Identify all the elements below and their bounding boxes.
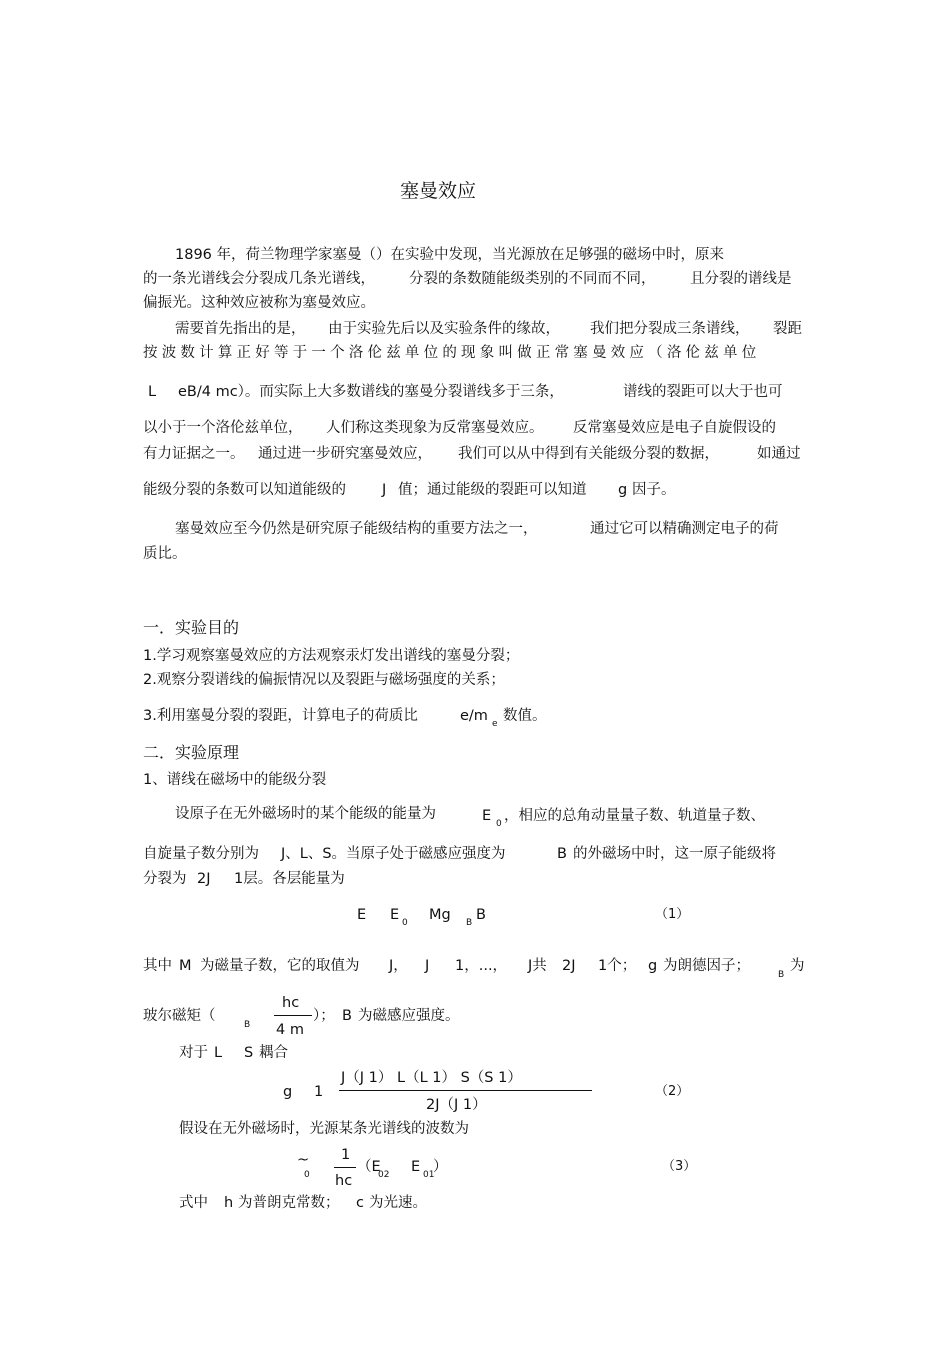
intro-line: 分裂的条数随能级类别的不同而不同， <box>409 271 656 287</box>
intro-line: 按 波 数 计 算 正 好 等 于 一 个 洛 伦 兹 单 位 的 现 象 叫 做 正 常 塞 曼 效 应 （ 洛 伦 兹 单 位 <box>143 345 756 361</box>
math-subscript: B <box>244 1020 251 1030</box>
intro-line: 因子。 <box>632 482 676 498</box>
intro-line: 我们把分裂成三条谱线， <box>590 321 750 337</box>
body-line: 玻尔磁矩（ <box>143 1008 216 1024</box>
body-line: ，相应的总角动量量子数、轨道量子数、 <box>504 808 765 824</box>
list-item: 1.学习观察塞曼效应的方法观察汞灯发出谱线的塞曼分裂； <box>143 648 520 664</box>
intro-line: 能级分裂的条数可以知道能级的 <box>143 482 346 498</box>
intro-line: 值；通过能级的裂距可以知道 <box>398 482 587 498</box>
equation-term: ） <box>433 1159 448 1175</box>
list-item: 3.利用塞曼分裂的裂距，计算电子的荷质比 <box>143 708 418 724</box>
math-subscript: 02 <box>378 1170 390 1180</box>
math-symbol: 2J <box>562 958 576 974</box>
intro-line: 有力证据之一。 <box>143 446 245 462</box>
body-line: 的外磁场中时，这一原子能级将 <box>573 846 776 862</box>
body-line: 分裂为 <box>143 871 187 887</box>
math-symbol: 1，...， <box>455 958 508 974</box>
math-subscript: B <box>778 970 785 980</box>
body-line: 自旋量子数分别为 <box>143 846 259 862</box>
body-line: 为磁量子数，它的取值为 <box>200 958 360 974</box>
body-line: 为光速。 <box>369 1195 427 1211</box>
equation-term: （E <box>357 1159 381 1175</box>
math-symbol: J共 <box>528 958 547 974</box>
equation-number: （2） <box>655 1084 690 1099</box>
fraction-bar <box>274 1015 312 1016</box>
body-line: J、L、S。当原子处于磁感应强度为 <box>281 846 506 862</box>
equation-term: E <box>390 907 400 923</box>
math-subscript: 01 <box>423 1170 435 1180</box>
intro-line: 通过进一步研究塞曼效应， <box>258 446 432 462</box>
intro-line: 以小于一个洛伦兹单位， <box>143 420 303 436</box>
body-line: 对于 <box>179 1045 208 1061</box>
math-subscript: 0 <box>402 918 408 928</box>
fraction-numerator: 1 <box>341 1147 351 1163</box>
body-line: 为朗德因子； <box>663 958 750 974</box>
fraction-numerator: J（J 1） L（L 1） S（S 1） <box>341 1070 522 1086</box>
math-symbol: 1个； <box>598 958 637 974</box>
math-symbol: h <box>224 1195 234 1211</box>
body-line: ）； <box>313 1008 335 1024</box>
intro-line: 通过它可以精确测定电子的荷 <box>590 521 779 537</box>
equation-term: E <box>357 907 367 923</box>
intro-line: 谱线的裂距可以大于也可 <box>623 384 783 400</box>
math-symbol: J <box>425 958 430 974</box>
fraction-denominator: 4 m <box>276 1022 304 1038</box>
math-symbol: J， <box>389 958 408 974</box>
math-symbol: ~ <box>297 1152 310 1168</box>
fraction-denominator: 2J（J 1） <box>426 1097 487 1113</box>
intro-line: 且分裂的谱线是 <box>690 271 792 287</box>
equation-term: B <box>476 907 486 923</box>
equation-number: （3） <box>662 1159 697 1174</box>
body-line: 耦合 <box>259 1045 288 1061</box>
intro-line: 如通过 <box>757 446 801 462</box>
intro-line: 我们可以从中得到有关能级分裂的数据， <box>458 446 719 462</box>
body-line: 1层。各层能量为 <box>234 871 345 887</box>
list-item: 数值。 <box>503 708 547 724</box>
intro-line: 反常塞曼效应是电子自旋假设的 <box>573 420 776 436</box>
equation-term: g <box>283 1084 293 1100</box>
intro-line: 裂距 <box>773 321 802 337</box>
intro-line: 1896 年，荷兰物理学家塞曼（）在实验中发现，当光源放在足够强的磁场中时，原来 <box>175 247 725 263</box>
math-subscript: B <box>466 918 473 928</box>
equation-number: （1） <box>655 907 690 922</box>
math-symbol: J <box>382 482 387 498</box>
fraction-bar <box>334 1167 356 1168</box>
math-symbol: g <box>648 958 658 974</box>
math-symbol: e/m <box>460 708 488 724</box>
math-symbol: B <box>342 1008 352 1024</box>
math-subscript: 0 <box>304 1170 310 1180</box>
math-symbol: c <box>356 1195 364 1211</box>
page-title: 塞曼效应 <box>400 180 477 202</box>
body-line: 假设在无外磁场时，光源某条光谱线的波数为 <box>179 1121 469 1137</box>
fraction-bar <box>339 1090 592 1091</box>
equation-term: Mg <box>429 907 451 923</box>
section-heading: 二．实验原理 <box>143 743 240 762</box>
math-symbol: S <box>244 1045 254 1061</box>
math-symbol: 2J <box>197 871 211 887</box>
subsection-heading: 1、谱线在磁场中的能级分裂 <box>143 772 327 788</box>
intro-line: eB/4 mc）。而实际上大多数谱线的塞曼分裂谱线多于三条， <box>178 384 564 400</box>
math-subscript: e <box>492 719 498 729</box>
equation-term: 1 <box>314 1084 324 1100</box>
intro-line: 塞曼效应至今仍然是研究原子能级结构的重要方法之一， <box>175 521 538 537</box>
intro-line: 偏振光。这种效应被称为塞曼效应。 <box>143 295 375 311</box>
math-symbol: g <box>618 482 628 498</box>
body-line: 设原子在无外磁场时的某个能级的能量为 <box>175 806 436 822</box>
intro-line: 的一条光谱线会分裂成几条光谱线， <box>143 271 375 287</box>
math-subscript: 0 <box>496 819 502 829</box>
math-symbol: L <box>148 384 157 400</box>
math-symbol: E <box>482 808 492 824</box>
body-line: 为普朗克常数； <box>238 1195 340 1211</box>
body-line: 为 <box>790 958 805 974</box>
section-heading: 一．实验目的 <box>143 618 240 637</box>
fraction-denominator: hc <box>335 1173 353 1189</box>
math-symbol: M <box>179 958 192 974</box>
body-line: 为磁感应强度。 <box>358 1008 460 1024</box>
list-item: 2.观察分裂谱线的偏振情况以及裂距与磁场强度的关系； <box>143 672 505 688</box>
math-symbol: B <box>557 846 567 862</box>
fraction-numerator: hc <box>282 995 300 1011</box>
intro-line: 需要首先指出的是， <box>175 321 306 337</box>
body-line: 式中 <box>179 1195 208 1211</box>
intro-line: 质比。 <box>143 546 187 562</box>
math-symbol: L <box>214 1045 223 1061</box>
intro-line: 人们称这类现象为反常塞曼效应。 <box>326 420 544 436</box>
intro-line: 由于实验先后以及实验条件的缘故， <box>328 321 560 337</box>
equation-term: E <box>411 1159 421 1175</box>
body-line: 其中 <box>143 958 172 974</box>
